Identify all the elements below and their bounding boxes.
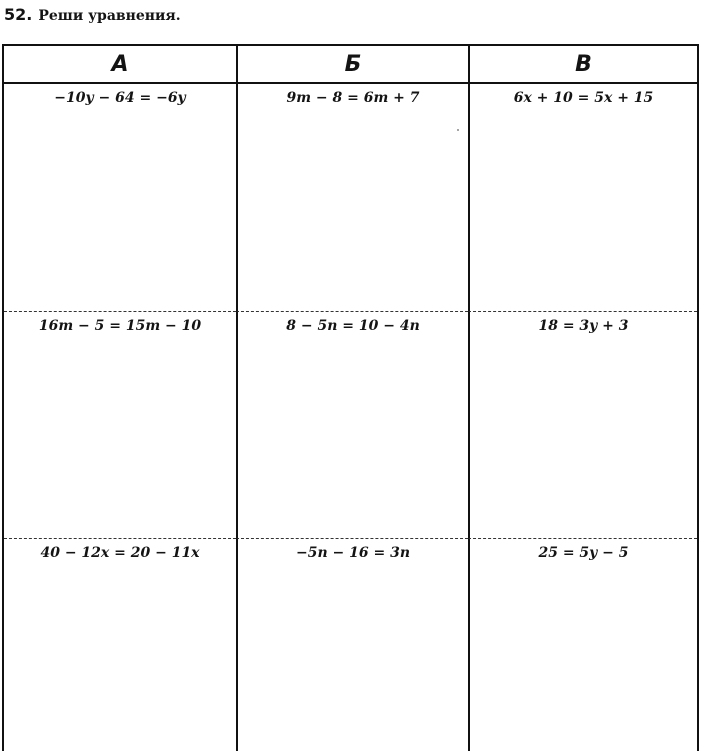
column-header-a: А [4,46,236,84]
task-number: 52. [4,5,33,24]
equation-v3: 25 = 5y − 5 [538,545,629,561]
answer-cell-v2[interactable] [468,311,697,538]
task-title: Реши уравнения. [38,8,181,24]
equation-b1: 9m − 8 = 6m + 7 [286,90,420,106]
answer-cell-b3[interactable] [236,538,468,751]
answer-cell-v3[interactable] [468,538,697,751]
answer-cell-a1[interactable] [4,84,236,311]
equation-a2: 16m − 5 = 15m − 10 [38,318,202,334]
equation-b2: 8 − 5n = 10 − 4n [286,318,420,334]
equation-a1: −10y − 64 = −6y [54,90,186,106]
answer-cell-a3[interactable] [4,538,236,751]
equation-table [2,44,699,751]
print-speck [457,129,459,131]
answer-cell-v1[interactable] [468,84,697,311]
equation-v1: 6x + 10 = 5x + 15 [513,90,654,106]
equation-v2: 18 = 3y + 3 [538,318,629,334]
column-header-b: Б [236,46,468,84]
equation-a3: 40 − 12x = 20 − 11x [40,545,200,561]
column-header-v: В [468,46,697,84]
task-header [4,5,181,24]
answer-cell-b1[interactable] [236,84,468,311]
answer-cell-b2[interactable] [236,311,468,538]
equation-b3: −5n − 16 = 3n [295,545,410,561]
answer-cell-a2[interactable] [4,311,236,538]
